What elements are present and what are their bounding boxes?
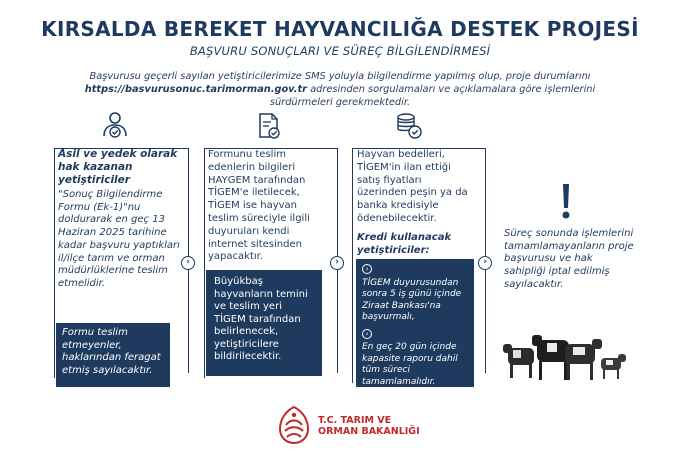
- intro-url-link[interactable]: https://basvurusonuc.tarimorman.gov.tr: [84, 84, 308, 95]
- exclamation-icon: [559, 182, 573, 222]
- ministry-logo-icon: [276, 405, 312, 445]
- col4-body: Süreç sonunda işlemlerini tamamlamayanların proje başvurusu ve hak sahipliği iptal edilmiş sayılacaktır.: [504, 228, 634, 290]
- page-title: KIRSALDA BEREKET HAYVANCILIĞA DESTEK PROJESİ: [41, 17, 639, 41]
- col3-notice-box: [356, 259, 474, 387]
- ministry-name-line2: ORMAN BAKANLIĞI: [318, 426, 420, 437]
- intro-line3: sürdürmeleri gerekmektedir.: [269, 97, 411, 108]
- coins-check-icon: [394, 112, 424, 140]
- ministry-name: [318, 415, 428, 437]
- col2-arrow-icon: ›: [330, 256, 344, 270]
- col3-heading: Kredi kullanacak yetiştiriciler:: [357, 232, 452, 256]
- document-check-icon: [256, 112, 282, 140]
- col1-arrow-icon: ›: [181, 256, 195, 270]
- col3-arrow-icon: ›: [478, 256, 492, 270]
- col2-body: Formunu teslim edenlerin bilgileri HAYGEM tarafından TİGEM'e iletilecek, TİGEM ise hayvan teslim süreciyle ilgili duyuruları kendi internet sitesinden yapacaktır.: [208, 149, 310, 263]
- intro-paragraph: [60, 70, 620, 109]
- ministry-name-line1: T.C. TARIM VE: [318, 415, 392, 426]
- intro-line2: adresinden sorgulamaları ve açıklamalara göre işlemlerini: [307, 84, 596, 95]
- col3-left-line: [352, 148, 353, 383]
- bullet1-arrow-icon: ›: [362, 264, 372, 274]
- cattle-illustration: [503, 330, 628, 385]
- col1-body: "Sonuç Bilgilendirme Formu (Ek-1)"nu doldurarak en geç 13 Haziran 2025 tarihine kadar başvuru yaptıkları il/ilçe tarım ve orman müdürlüklerine teslim etmelidir.: [58, 189, 180, 289]
- col1-heading: Asil ve yedek olarak hak kazanan yetiştiriciler: [58, 148, 178, 186]
- page-subtitle: BAŞVURU SONUÇLARI VE SÜREÇ BİLGİLENDİRMESİ: [189, 44, 491, 58]
- person-check-icon: [100, 110, 130, 140]
- col3-bullet1: TİGEM duyurusundan sonra 5 iş günü içinde Ziraat Bankası'na başvurmalı,: [362, 277, 462, 322]
- intro-line1: Başvurusu geçerli sayılan yetiştiricilerimize SMS yoluyla bilgilendirme yapılmış olup, proje durumlarını: [89, 71, 591, 82]
- col3-bullet2: En geç 20 gün içinde kapasite raporu dahil tüm süreci tamamlamalıdır.: [362, 342, 458, 387]
- bullet2-arrow-icon: ›: [362, 329, 372, 339]
- col3-body: Hayvan bedelleri, TİGEM'in ilan ettiği satış fiyatları üzerinden peşin ya da banka kredisiyle ödenebilecektir.: [357, 149, 468, 224]
- col2-left-line: [204, 148, 205, 378]
- col1-left-line: [54, 148, 55, 378]
- col2-notice-box: Büyükbaş hayvanların temini ve teslim yeri TİGEM tarafından belirlenecek, yetiştiricilere bildirilecektir.: [206, 270, 322, 376]
- col1-notice-box: Formu teslim etmeyenler, haklarından feragat etmiş sayılacaktır.: [56, 323, 170, 387]
